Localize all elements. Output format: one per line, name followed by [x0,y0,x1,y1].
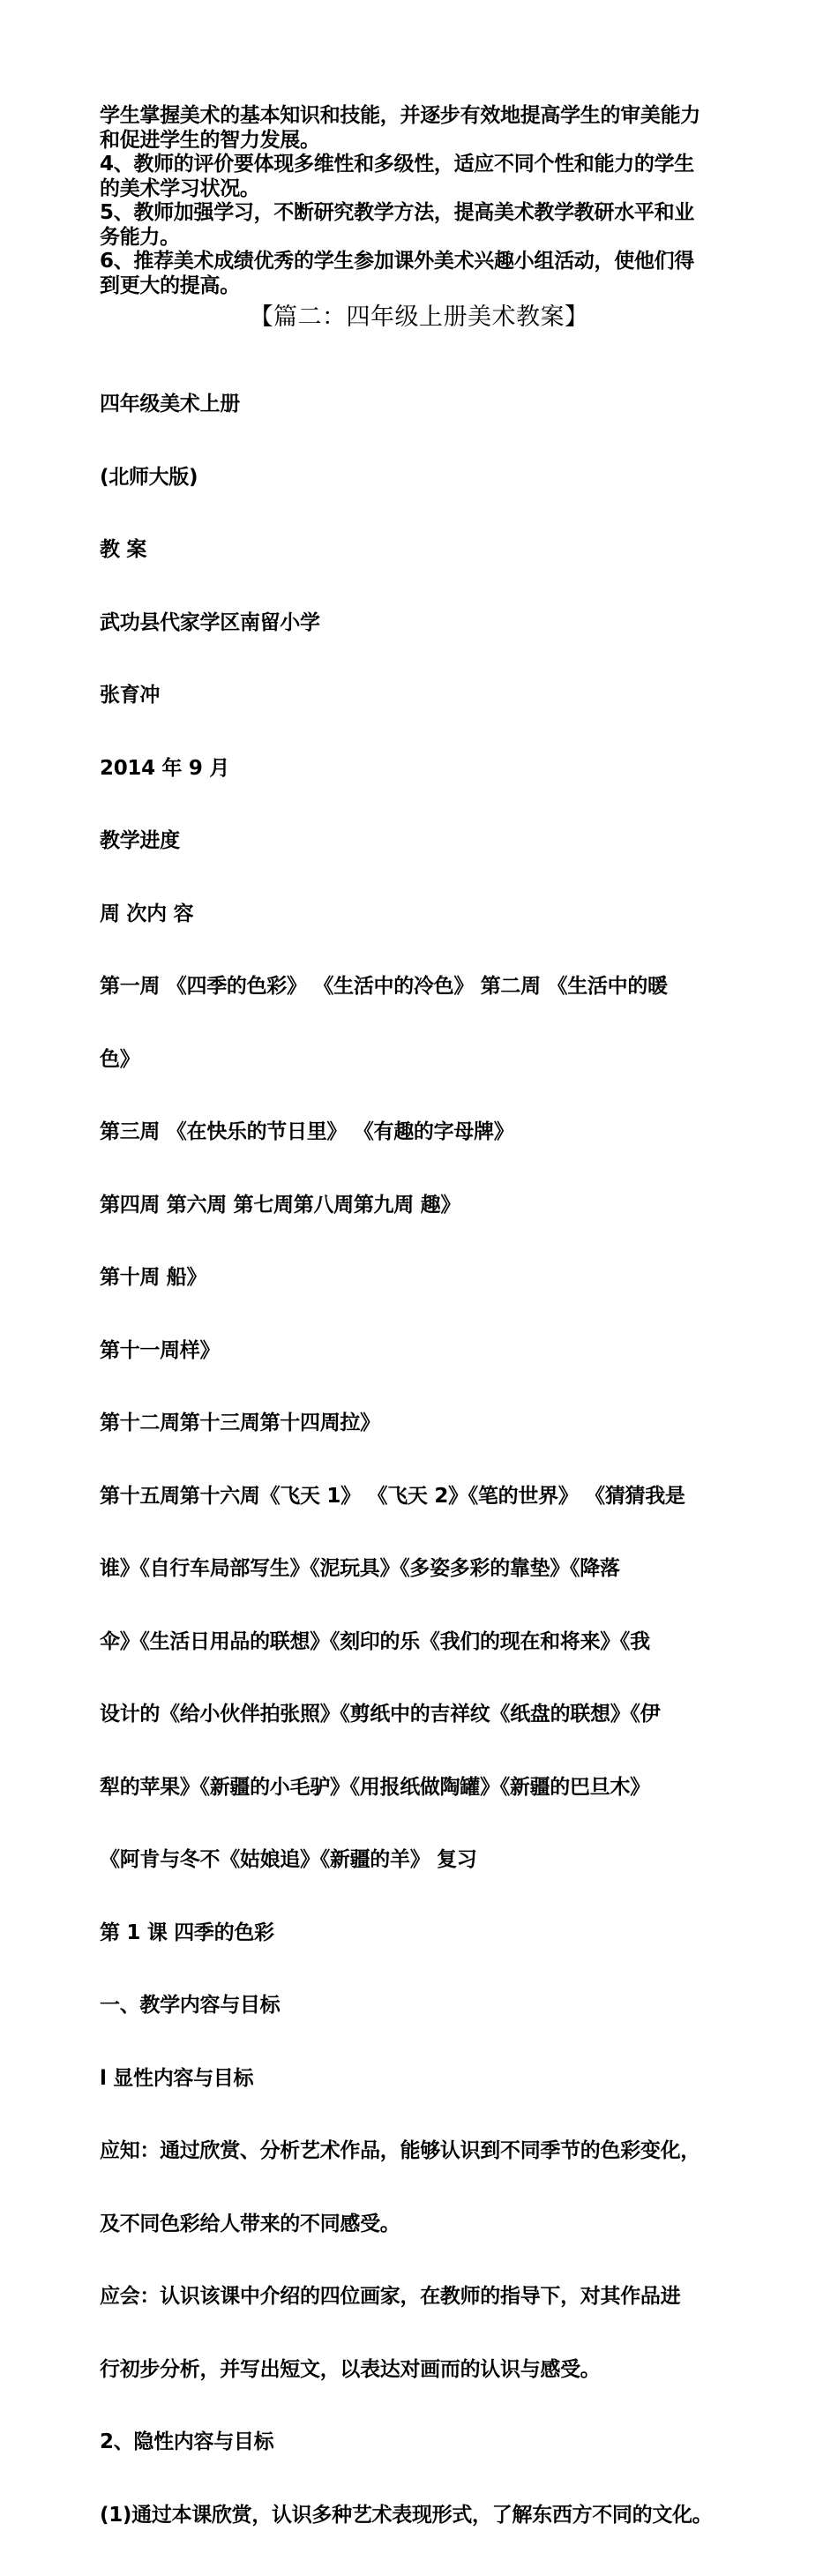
text-line: 第三周 《在快乐的节日里》 《有趣的字母牌》 [100,1120,514,1143]
text-line: 2014 年 9 月 [100,756,230,780]
top-paragraphs [100,104,739,298]
text-line: 伞》《生活日用品的联想》《刻印的乐《我们的现在和将来》《我 [100,1629,650,1653]
text-line: 张育冲 [100,684,161,707]
text-line: (北师大版) [100,465,198,489]
text-line: 第一周 《四季的色彩》 《生活中的冷色》 第二周 《生活中的暖 [100,975,668,998]
text-line: 第十五周第十六周《飞天 1》 《飞天 2》《笔的世界》 《猜猜我是 [100,1484,685,1508]
text-line: 教学进度 [100,829,180,852]
text-line: 教 案 [100,538,147,561]
text-line: 4、教师的评价要体现多维性和多级性，适应不同个性和能力的学生 [100,153,695,176]
text-line: 色》 [100,1047,140,1071]
text-line: 的美术学习状况。 [100,176,260,200]
text-line: 到更大的提高。 [100,273,240,297]
text-line: 武功县代家学区南留小学 [100,610,320,634]
text-line: 四年级美术上册 [100,393,240,416]
text-line: 一、教学内容与目标 [100,1994,281,2017]
lesson-plan-body [100,344,739,2576]
text-line: 及不同色彩给人带来的不同感受。 [100,2212,400,2235]
text-line: 第十二周第十三周第十四周拉》 [100,1412,380,1434]
text-line: (1)通过本课欣赏，认识多种艺术表现形式，了解东西方不同的文化。 [100,2503,713,2527]
text-line: 第十一周样》 [100,1338,221,1362]
text-line: 2、隐性内容与目标 [100,2430,274,2453]
text-line: 和促进学生的智力发展。 [100,128,320,152]
text-line: 第 1 课 四季的色彩 [100,1921,274,1944]
text-line: 应会：认识该课中介绍的四位画家，在教师的指导下，对其作品进 [100,2285,681,2308]
text-line: 谁》《自行车局部写生》《泥玩具》《多姿多彩的靠垫》《降落 [100,1557,620,1580]
text-line: 5、教师加强学习，不断研究教学方法，提高美术教学教研水平和业 [100,201,695,224]
text-line: l 显性内容与目标 [100,2066,254,2090]
text-line: 6、推荐美术成绩优秀的学生参加课外美术兴趣小组活动，使他们得 [100,250,695,273]
text-line: 周 次内 容 [100,902,194,925]
text-line: 应知：通过欣赏、分析艺术作品，能够认识到不同季节的色彩变化， [100,2139,701,2162]
section-heading: 【篇二：四年级上册美术教案】 [249,303,589,331]
text-line: 第十周 船》 [100,1266,207,1289]
text-line: 第四周 第六周 第七周第八周第九周 趣》 [100,1193,461,1217]
text-line: 务能力。 [100,225,180,249]
text-line: 行初步分析，并写出短文，以表达对画而的认识与感受。 [100,2357,601,2381]
text-line: 学生掌握美术的基本知识和技能，并逐步有效地提高学生的审美能力 [100,104,701,127]
text-line: 犁的苹果》《新疆的小毛驴》《用报纸做陶罐》《新疆的巴旦木》 [100,1775,650,1799]
text-line: 《阿肯与冬不《姑娘追》《新疆的羊》 复习 [100,1848,477,1871]
text-line: 设计的《给小伙伴拍张照》《剪纸中的吉祥纹《纸盘的联想》《伊 [100,1703,661,1726]
